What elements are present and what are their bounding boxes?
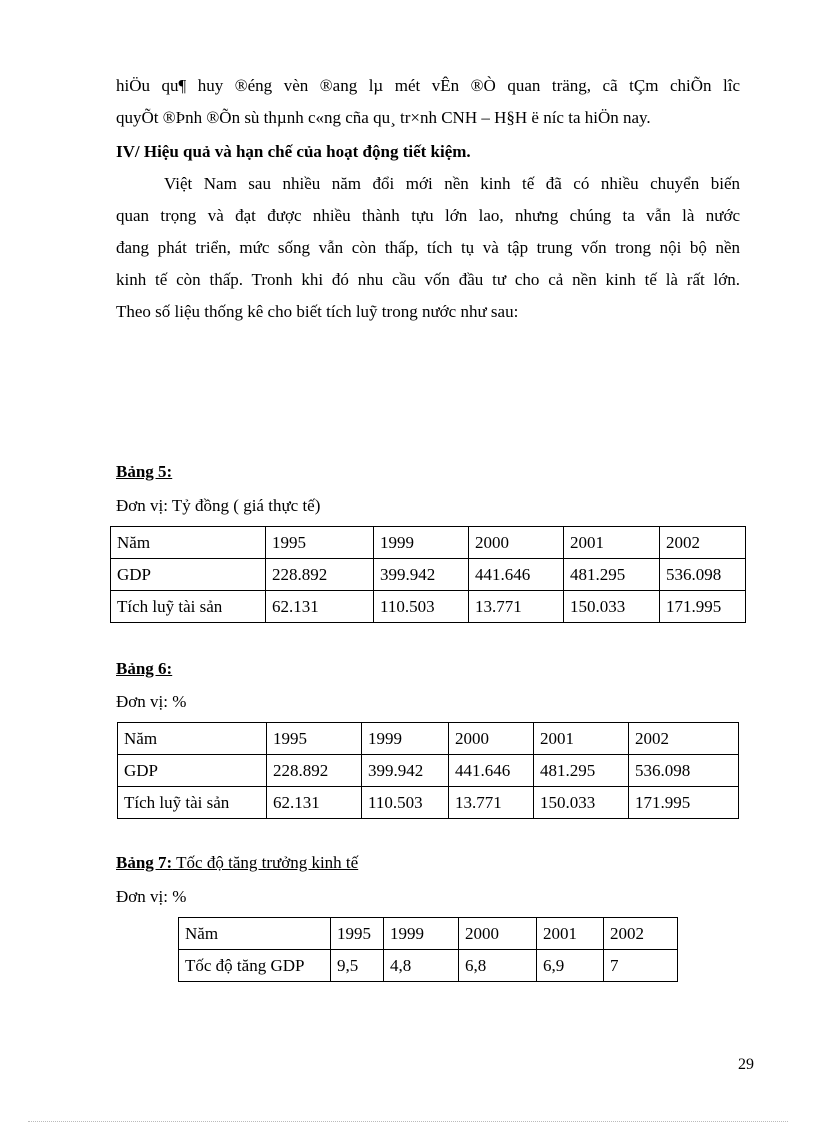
table-cell: 62.131 [266,591,374,623]
body-line: Theo số liệu thống kê cho biết tích luỹ trong nước như sau: [116,302,519,321]
table-cell: 9,5 [331,950,384,982]
table-cell: 2001 [534,723,629,755]
table-cell: Năm [111,527,266,559]
table-cell: 6,8 [459,950,537,982]
table-cell: 150.033 [564,591,660,623]
table-cell: 399.942 [374,559,469,591]
table-cell: 171.995 [629,787,739,819]
table-cell: 441.646 [469,559,564,591]
table-cell: Tích luỹ tài sản [118,787,267,819]
table5-unit: Đơn vị: Tỷ đồng ( giá thực tế) [116,496,321,515]
table-cell: 171.995 [660,591,746,623]
table-cell: 481.295 [534,755,629,787]
section-heading-text: IV/ Hiệu quả và hạn chế của hoạt động tiết kiệm. [116,142,471,161]
table-cell: 399.942 [362,755,449,787]
table-cell: 2001 [564,527,660,559]
table5-caption: Bảng 5: [116,462,173,481]
table7-caption-label: Bảng 7: [116,853,173,872]
table6 [117,722,739,819]
table-cell: 2000 [449,723,534,755]
table-cell: 536.098 [629,755,739,787]
table-cell: Năm [179,918,331,950]
table-row [111,527,746,559]
body-line: kinh tế còn thấp. Tronh khi đó nhu cầu vốn đầu tư cho cả nền kinh tế là rất lớn. [116,270,740,289]
table7-unit: Đơn vị: % [116,887,187,906]
table-cell: 1995 [331,918,384,950]
table-cell: 1999 [374,527,469,559]
table-cell: 2002 [629,723,739,755]
table-cell: 13.771 [449,787,534,819]
table-cell: 228.892 [266,559,374,591]
table6-caption: Bảng 6: [116,659,173,678]
table-cell: 1995 [267,723,362,755]
table-cell: 110.503 [374,591,469,623]
body-line: quan trọng và đạt được nhiều thành tựu lớn lao, nhưng chúng ta vẫn là nước [116,206,740,225]
table-row [179,950,678,982]
table-cell: 7 [604,950,678,982]
table-cell: 228.892 [267,755,362,787]
table-cell: 1999 [384,918,459,950]
intro-paragraph [116,70,740,134]
table7 [178,917,678,982]
body-line: đang phát triển, mức sống vẫn còn thấp, tích tụ và tập trung vốn trong nội bộ nền [116,238,740,257]
table-cell: 62.131 [267,787,362,819]
table-cell: 4,8 [384,950,459,982]
table-cell: 110.503 [362,787,449,819]
table-cell: Tốc độ tăng GDP [179,950,331,982]
table-cell: 1995 [266,527,374,559]
table-row [179,918,678,950]
page-bottom-border [28,1121,788,1122]
body-line: Việt Nam sau nhiều năm đổi mới nền kinh tế đã có nhiều chuyển biến [164,174,740,193]
table-cell: 6,9 [537,950,604,982]
body-paragraph [116,168,740,328]
table-cell: Năm [118,723,267,755]
intro-line: hiÖu qu¶ huy ®éng vèn ®ang lµ mét vÊn ®Ò quan träng, cã tÇm chiÕn lîc [116,76,740,95]
table-row [118,723,739,755]
page-number: 29 [738,1056,754,1073]
table-cell: GDP [111,559,266,591]
table-cell: Tích luỹ tài sản [111,591,266,623]
table-cell: 150.033 [534,787,629,819]
table-cell: 536.098 [660,559,746,591]
table-row [118,755,739,787]
table-cell: GDP [118,755,267,787]
table-cell: 13.771 [469,591,564,623]
table-row [111,591,746,623]
section-heading [116,136,740,168]
table5 [110,526,746,623]
table-cell: 2001 [537,918,604,950]
intro-line: quyÕt ®Þnh ®Õn sù thµnh c«ng cña qu¸ tr×nh CNH – H§H ë níc ta hiÖn nay. [116,108,651,127]
table-row [111,559,746,591]
table7-caption [116,853,358,873]
table-cell: 2002 [604,918,678,950]
table-cell: 441.646 [449,755,534,787]
table-row [118,787,739,819]
table-cell: 2000 [459,918,537,950]
table-cell: 2000 [469,527,564,559]
table6-unit: Đơn vị: % [116,692,187,711]
table-cell: 481.295 [564,559,660,591]
table-cell: 1999 [362,723,449,755]
table-cell: 2002 [660,527,746,559]
table7-caption-title: Tốc độ tăng trưởng kinh tế [172,853,359,872]
